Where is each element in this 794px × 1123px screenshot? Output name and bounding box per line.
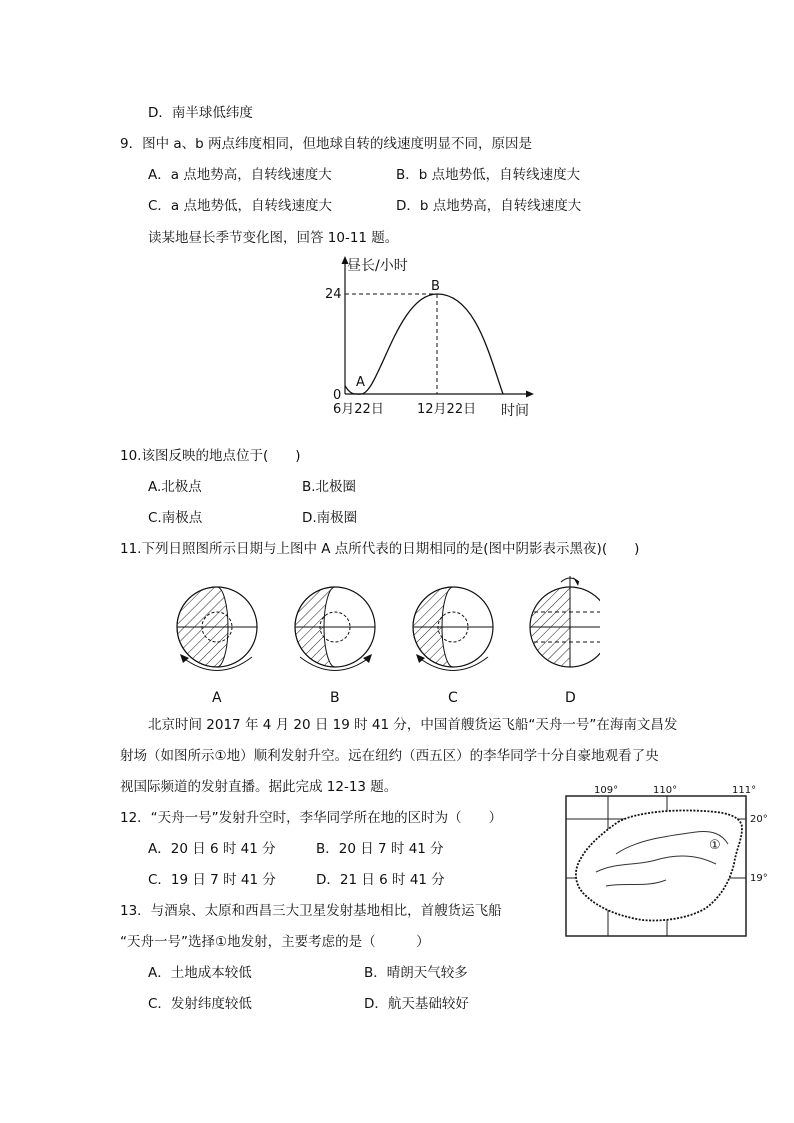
q13-stem-line-2: “天舟一号”选择①地发射，主要考虑的是（ ） (120, 934, 430, 950)
q13-option-b: B．晴朗天气较多 (364, 965, 468, 981)
y-tick-24: 24 (325, 287, 342, 302)
launch-site-marker: ① (709, 838, 721, 853)
hainan-map (556, 784, 776, 944)
q10-option-a: A.北极点 (148, 479, 202, 495)
q9-option-d: D．b 点地势高，自转线速度大 (396, 198, 582, 214)
point-b-label: B (431, 279, 440, 294)
intro-10-11: 读某地昼长季节变化图，回答 10-11 题。 (148, 230, 399, 246)
q12-stem: 12．“天舟一号”发射升空时，李华同学所在地的区时为（ ） (120, 810, 503, 826)
sunlight-diagram-d (530, 576, 600, 706)
lat-20: 20° (750, 814, 768, 825)
origin-label: 0 (333, 388, 342, 403)
q13-stem-line-1: 13．与酒泉、太原和西昌三大卫星发射基地相比，首艘货运飞船 (120, 903, 502, 919)
q9-option-b: B．b 点地势低，自转线速度大 (396, 167, 581, 183)
diagram-label-d: D (565, 690, 576, 706)
diagram-label-c: C (448, 690, 458, 706)
diagram-label-a: A (212, 690, 222, 706)
daylight-length-chart (325, 250, 550, 422)
passage-line-2: 射场（如图所示①地）顺利发射升空。远在纽约（西五区）的李华同学十分自豪地观看了央 (120, 748, 659, 764)
x-axis-label: 时间 (501, 403, 529, 419)
q9-stem: 9．图中 a、b 两点纬度相同，但地球自转的线速度明显不同，原因是 (120, 136, 533, 152)
sunlight-diagrams (160, 572, 600, 712)
daylight-curve (345, 294, 503, 394)
q12-option-c: C．19 日 7 时 41 分 (148, 872, 276, 888)
x-tick-jun22: 6月22日 (333, 402, 384, 417)
passage-line-3: 视国际频道的发射直播。据此完成 12-13 题。 (120, 779, 398, 795)
q10-stem: 10.该图反映的地点位于( ) (120, 448, 301, 464)
q12-option-d: D．21 日 6 时 41 分 (316, 872, 445, 888)
q10-option-d: D.南极圈 (302, 510, 358, 526)
sunlight-diagram-a (177, 587, 257, 706)
x-tick-dec22: 12月22日 (417, 402, 477, 417)
q13-option-c: C．发射纬度较低 (148, 996, 252, 1012)
lon-111: 111° (732, 785, 757, 796)
x-axis-arrow (526, 391, 534, 398)
q13-option-a: A．土地成本较低 (148, 965, 252, 981)
sunlight-diagram-c (413, 587, 493, 706)
q9-option-c: C．a 点地势低，自转线速度大 (148, 198, 332, 214)
q10-option-c: C.南极点 (148, 510, 203, 526)
q13-option-d: D．航天基础较好 (364, 996, 469, 1012)
passage-line-1: 北京时间 2017 年 4 月 20 日 19 时 41 分，中国首艘货运飞船“天舟一号”在海南文昌发 (148, 717, 678, 733)
y-axis-label: 昼长/小时 (347, 258, 408, 274)
point-a-label: A (356, 375, 365, 390)
q9-option-a: A．a 点地势高，自转线速度大 (148, 167, 332, 183)
q10-option-b: B.北极圈 (302, 479, 357, 495)
q8-option-d: D．南半球低纬度 (148, 105, 253, 121)
q12-option-a: A．20 日 6 时 41 分 (148, 841, 276, 857)
sunlight-diagram-b (295, 587, 375, 706)
lat-19: 19° (750, 873, 768, 884)
lon-109: 109° (594, 785, 619, 796)
lon-110: 110° (653, 785, 678, 796)
diagram-label-b: B (330, 690, 340, 706)
q12-option-b: B．20 日 7 时 41 分 (316, 841, 444, 857)
q11-stem: 11.下列日照图所示日期与上图中 A 点所代表的日期相同的是(图中阴影表示黑夜)( ) (120, 541, 640, 557)
